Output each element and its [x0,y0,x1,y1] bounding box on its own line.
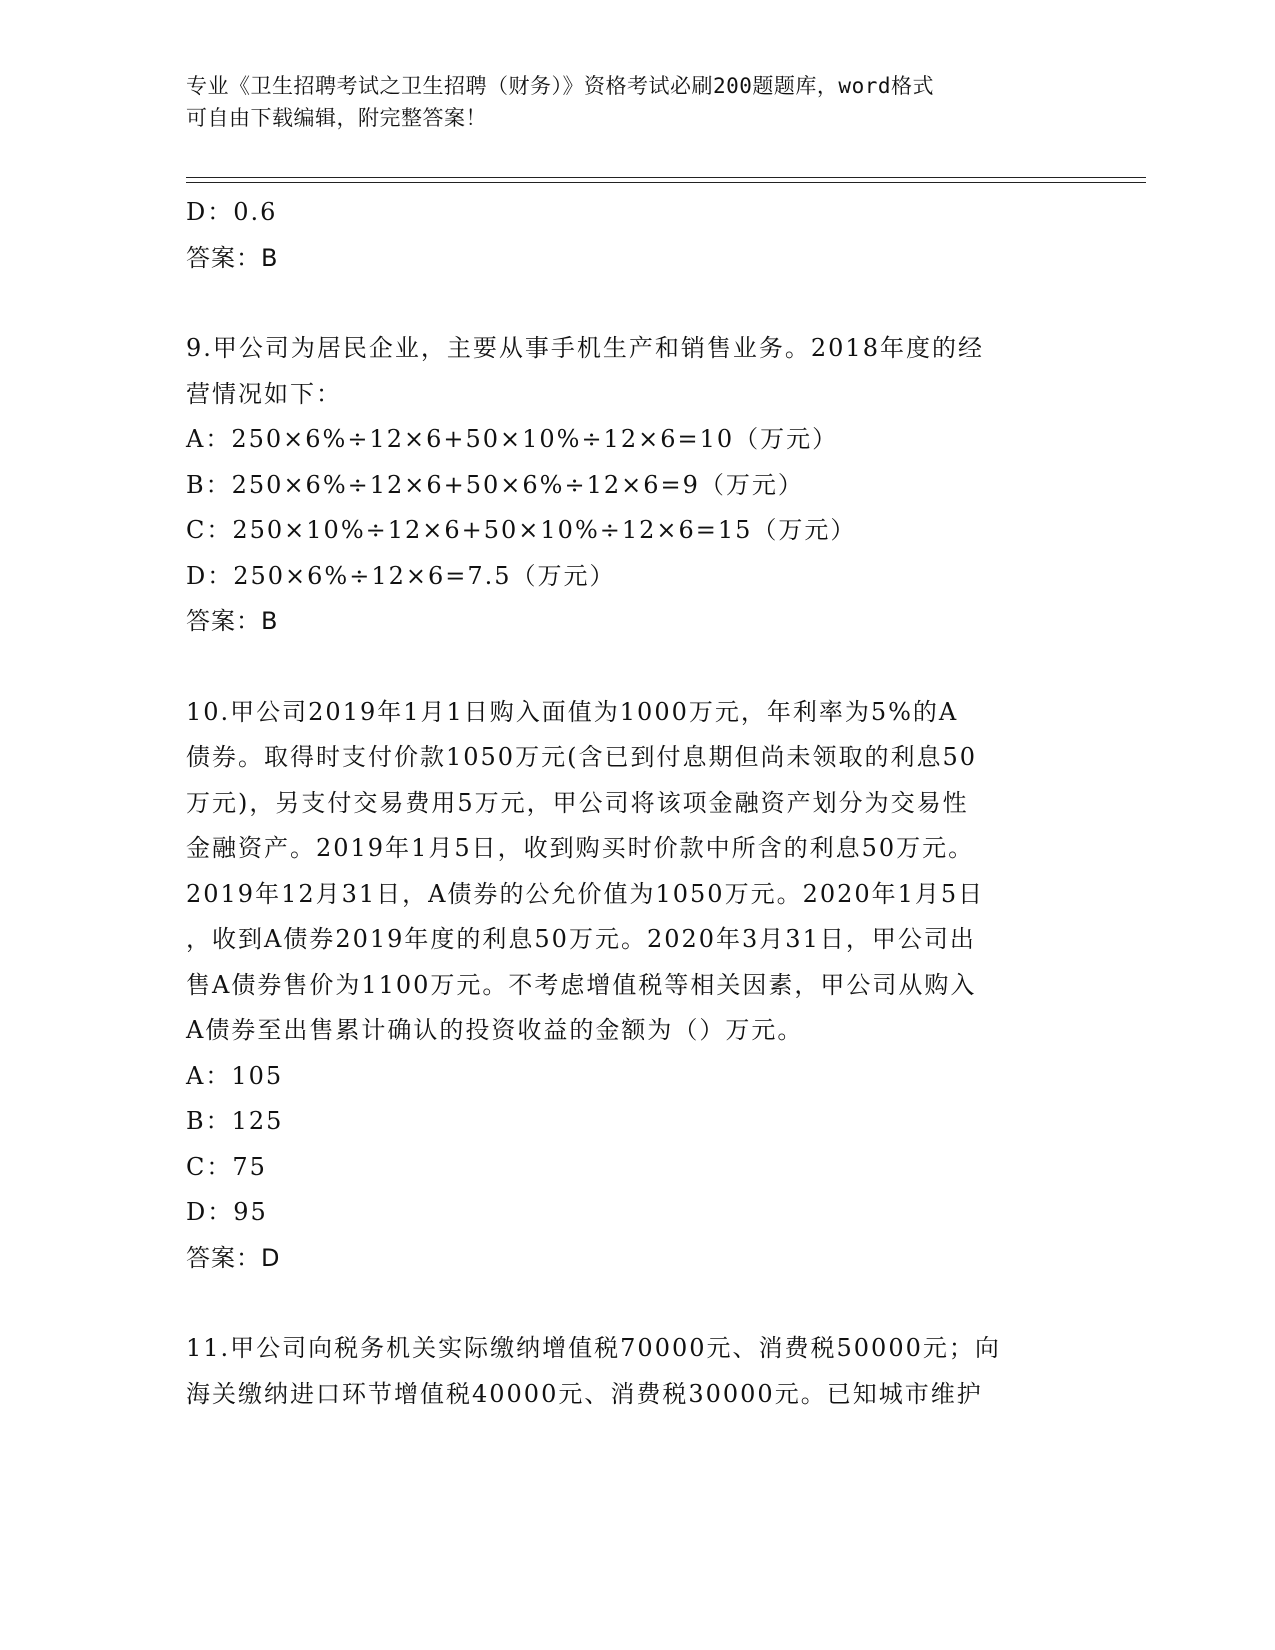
option-d: D：95 [186,1198,268,1226]
answer-line: 答案：B [186,607,279,635]
option-c: C：75 [186,1152,267,1181]
header-divider-bottom [186,182,1146,183]
question-9 [186,326,1086,645]
question-stem-line: ，收到A债券2019年度的利息50万元。2020年3月31日，甲公司出 [186,925,976,953]
question-10 [186,690,1086,1282]
answer-line: 答案：D [186,1243,281,1272]
question-stem-line: 10.甲公司2019年1月1日购入面值为1000万元，年利率为5%的A [186,697,959,726]
question-11 [186,1326,1086,1417]
option-b: B：250×6%÷12×6+50×6%÷12×6=9（万元） [186,470,804,499]
option-b: B：125 [186,1107,284,1135]
header-title-line-1: 专业《卫生招聘考试之卫生招聘（财务）》资格考试必刷200题题库，word格式 [186,74,934,98]
question-stem-line: 海关缴纳进口环节增值税40000元、消费税30000元。已知城市维护 [186,1379,983,1408]
answer-line: 答案：B [186,243,279,272]
question-stem-line: 万元)，另支付交易费用5万元，甲公司将该项金融资产划分为交易性 [186,788,969,817]
spacer [186,1281,1086,1326]
option-c: C：250×10%÷12×6+50×10%÷12×6=15（万元） [186,516,857,544]
question-stem-line: 债券。取得时支付价款1050万元(含已到付息期但尚未领取的利息50 [186,743,977,771]
option-d: D：0.6 [186,198,278,226]
question-stem-line: 售A债券售价为1100万元。不考虑增值税等相关因素，甲公司从购入 [186,970,977,999]
spacer [186,645,1086,690]
option-a: A：250×6%÷12×6+50×10%÷12×6=10（万元） [186,425,839,453]
page-header [186,70,1066,134]
option-a: A：105 [186,1061,284,1090]
question-stem-line: 11.甲公司向税务机关实际缴纳增值税70000元、消费税50000元；向 [186,1334,1001,1362]
option-d: D：250×6%÷12×6=7.5（万元） [186,561,616,590]
spacer [186,281,1086,326]
question-stem-line: 2019年12月31日，A债券的公允价值为1050万元。2020年1月5日 [186,879,985,908]
prev-question-tail [186,190,1086,281]
question-stem-line: 9.甲公司为居民企业，主要从事手机生产和销售业务。2018年度的经 [186,334,984,362]
question-stem-line: A债券至出售累计确认的投资收益的金额为（）万元。 [186,1016,804,1044]
header-divider-top [186,177,1146,178]
header-title-line-2: 可自由下载编辑，附完整答案！ [186,106,487,130]
question-stem-line: 营情况如下： [186,379,342,408]
question-stem-line: 金融资产。2019年1月5日，收到购买时价款中所含的利息50万元。 [186,834,975,862]
document-body [186,190,1086,1417]
